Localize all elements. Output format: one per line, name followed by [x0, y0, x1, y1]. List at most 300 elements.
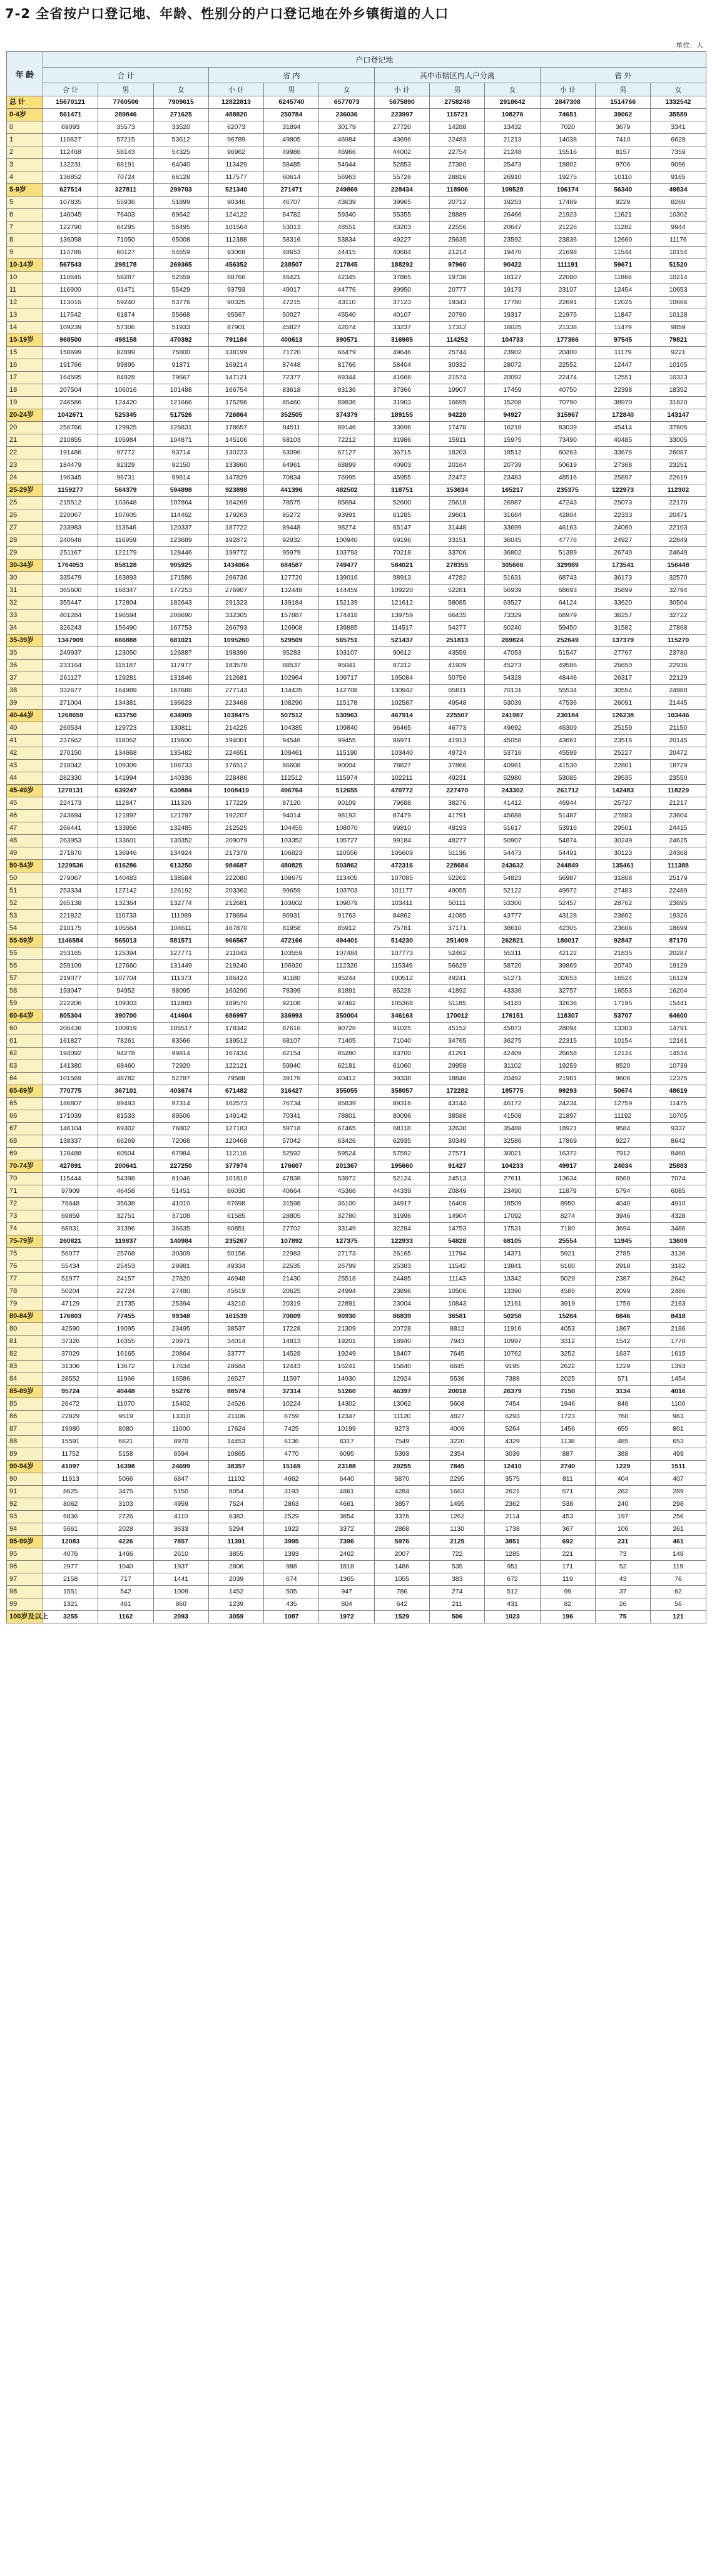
table-cell: 148 [651, 1548, 706, 1561]
table-cell: 53716 [485, 747, 540, 760]
table-cell: 20018 [430, 1386, 485, 1398]
table-cell: 68979 [540, 610, 595, 622]
row-label: 14 [7, 322, 43, 334]
table-cell: 7150 [540, 1386, 595, 1398]
row-label: 45-49岁 [7, 785, 43, 797]
table-cell: 53776 [153, 297, 208, 309]
table-cell: 1637 [595, 1348, 650, 1361]
table-cell: 100940 [319, 534, 374, 547]
table-cell: 50156 [208, 1248, 263, 1260]
table-row [7, 710, 706, 722]
table-cell: 49231 [430, 772, 485, 785]
table-cell: 26910 [485, 171, 540, 184]
table-cell: 107704 [98, 973, 153, 985]
table-cell: 103440 [374, 747, 429, 760]
table-cell: 5870 [374, 1473, 429, 1486]
table-cell: 12759 [595, 1098, 650, 1110]
table-cell: 22483 [430, 134, 485, 146]
table-cell: 33237 [374, 322, 429, 334]
table-cell: 235267 [208, 1235, 263, 1248]
table-cell: 44002 [374, 146, 429, 159]
table-row [7, 522, 706, 534]
table-cell: 29535 [595, 772, 650, 785]
table-cell: 480825 [264, 860, 319, 872]
table-cell: 153634 [430, 484, 485, 497]
table-row [7, 284, 706, 297]
table-cell: 7388 [485, 1373, 540, 1386]
table-cell: 17195 [595, 998, 650, 1010]
table-cell: 14453 [208, 1436, 263, 1448]
row-label: 23 [7, 459, 43, 472]
table-cell: 36045 [485, 534, 540, 547]
table-cell: 53013 [264, 222, 319, 234]
table-cell: 467914 [374, 710, 429, 722]
table-cell: 3475 [98, 1486, 153, 1498]
table-row [7, 772, 706, 785]
table-cell: 122179 [98, 547, 153, 560]
table-cell: 43661 [540, 735, 595, 747]
table-cell: 91180 [264, 973, 319, 985]
table-cell: 20790 [430, 309, 485, 322]
table-cell: 561471 [43, 109, 98, 121]
table-cell: 414604 [153, 1010, 208, 1023]
table-cell: 102211 [374, 772, 429, 785]
table-row [7, 735, 706, 747]
table-cell: 6621 [98, 1436, 153, 1448]
table-cell: 29958 [430, 1060, 485, 1073]
table-cell: 6645 [430, 1361, 485, 1373]
table-cell: 127375 [319, 1235, 374, 1248]
table-row [7, 359, 706, 372]
table-cell: 16218 [485, 422, 540, 434]
table-cell: 194092 [43, 1048, 98, 1060]
row-label: 94 [7, 1523, 43, 1536]
table-cell: 95041 [319, 660, 374, 672]
table-cell: 49334 [208, 1260, 263, 1273]
row-label: 54 [7, 923, 43, 935]
table-cell: 112116 [208, 1148, 263, 1160]
table-cell: 167688 [153, 685, 208, 697]
table-cell: 36100 [319, 1198, 374, 1210]
table-cell: 101569 [43, 1073, 98, 1085]
table-cell: 32751 [98, 1210, 153, 1223]
table-cell: 193047 [43, 985, 98, 998]
table-cell: 1229536 [43, 860, 98, 872]
table-cell: 46773 [430, 722, 485, 735]
table-cell: 51617 [485, 822, 540, 835]
table-cell: 26472 [43, 1398, 98, 1411]
table-cell: 13342 [485, 1273, 540, 1285]
table-cell: 15169 [264, 1461, 319, 1473]
table-cell: 571 [595, 1373, 650, 1386]
table-cell: 499 [651, 1448, 706, 1461]
page-title: 7-2 全省按户口登记地、年龄、性别分的户口登记地在外乡镇街道的人口 [5, 6, 449, 21]
table-cell: 346163 [374, 1010, 429, 1023]
table-cell: 70790 [540, 397, 595, 409]
table-cell: 100919 [98, 1023, 153, 1035]
table-cell: 132364 [98, 897, 153, 910]
table-cell: 107835 [43, 197, 98, 209]
table-cell: 26527 [208, 1373, 263, 1386]
table-cell: 726864 [208, 409, 263, 422]
table-cell: 99293 [540, 1085, 595, 1098]
table-cell: 6836 [43, 1511, 98, 1523]
table-cell: 316985 [374, 334, 429, 347]
table-cell: 7396 [319, 1536, 374, 1548]
table-cell: 51899 [153, 197, 208, 209]
table-cell: 60614 [264, 171, 319, 184]
table-cell: 984687 [208, 860, 263, 872]
table-cell: 53085 [540, 772, 595, 785]
table-cell: 655 [595, 1423, 650, 1436]
table-cell: 100512 [374, 973, 429, 985]
table-cell: 22552 [540, 359, 595, 372]
row-label: 56 [7, 960, 43, 973]
table-cell: 180017 [540, 935, 595, 948]
table-cell: 336993 [264, 1010, 319, 1023]
table-cell: 128488 [43, 1148, 98, 1160]
table-cell: 33699 [485, 522, 540, 534]
table-row [7, 447, 706, 459]
table-cell: 55429 [153, 284, 208, 297]
table-cell: 21226 [540, 222, 595, 234]
table-cell: 4910 [651, 1198, 706, 1210]
table-cell: 187722 [208, 522, 263, 534]
table-cell: 246586 [43, 397, 98, 409]
table-cell: 67698 [208, 1198, 263, 1210]
table-cell: 1972 [319, 1611, 374, 1623]
table-cell: 2093 [153, 1611, 208, 1623]
row-label: 30-34岁 [7, 560, 43, 572]
unit-label: 单位：人 [676, 41, 703, 49]
table-cell: 514230 [374, 935, 429, 948]
table-cell: 115349 [374, 960, 429, 973]
table-cell: 118062 [98, 735, 153, 747]
table-cell: 217845 [319, 259, 374, 272]
table-cell: 52 [595, 1561, 650, 1573]
table-cell: 11479 [595, 322, 650, 334]
table-cell: 112302 [651, 484, 706, 497]
row-label: 59 [7, 998, 43, 1010]
table-cell: 43128 [540, 910, 595, 923]
table-cell: 46984 [319, 134, 374, 146]
table-cell: 121612 [374, 597, 429, 610]
table-cell: 192872 [208, 534, 263, 547]
table-cell: 210175 [43, 923, 98, 935]
table-cell: 98193 [319, 810, 374, 822]
row-label: 91 [7, 1486, 43, 1498]
table-row [7, 1398, 706, 1411]
row-label: 87 [7, 1423, 43, 1436]
table-cell: 43110 [319, 297, 374, 309]
table-cell: 9096 [651, 159, 706, 171]
table-cell: 12410 [485, 1461, 540, 1473]
table-cell: 118307 [540, 1010, 595, 1023]
table-row [7, 422, 706, 434]
table-row [7, 1336, 706, 1348]
table-cell: 47243 [540, 497, 595, 509]
table-row [7, 660, 706, 672]
table-cell: 89316 [374, 1098, 429, 1110]
table-cell: 40961 [485, 760, 540, 772]
row-label: 10 [7, 272, 43, 284]
table-cell: 135482 [153, 747, 208, 760]
table-cell: 565013 [98, 935, 153, 948]
table-cell: 18699 [651, 923, 706, 935]
table-cell: 68107 [264, 1035, 319, 1048]
table-cell: 5675890 [374, 96, 429, 109]
table-row [7, 434, 706, 447]
table-cell: 8080 [98, 1423, 153, 1436]
table-cell: 92108 [264, 998, 319, 1010]
table-cell: 176607 [264, 1160, 319, 1173]
table-cell: 20728 [374, 1323, 429, 1336]
table-cell: 23495 [153, 1323, 208, 1336]
table-cell: 164989 [98, 685, 153, 697]
table-cell: 10997 [485, 1336, 540, 1348]
table-cell: 70341 [264, 1110, 319, 1123]
row-label: 7 [7, 222, 43, 234]
table-cell: 9227 [595, 1135, 650, 1148]
table-cell: 45152 [430, 1023, 485, 1035]
table-cell: 78399 [264, 985, 319, 998]
table-row [7, 1035, 706, 1048]
table-cell: 73 [595, 1548, 650, 1561]
table-cell: 119 [540, 1573, 595, 1586]
table-cell: 109309 [98, 760, 153, 772]
table-cell: 241987 [485, 710, 540, 722]
table-cell: 31996 [374, 1210, 429, 1223]
row-label: 40 [7, 722, 43, 735]
table-cell: 1229 [595, 1361, 650, 1373]
row-label: 28 [7, 534, 43, 547]
table-cell: 3182 [651, 1260, 706, 1273]
table-row [7, 685, 706, 697]
table-cell: 99348 [153, 1311, 208, 1323]
table-row [7, 585, 706, 597]
table-cell: 103602 [264, 897, 319, 910]
table-cell: 21150 [651, 722, 706, 735]
table-cell: 119600 [153, 735, 208, 747]
table-cell: 8520 [595, 1060, 650, 1073]
table-cell: 66269 [98, 1135, 153, 1148]
row-label: 97 [7, 1573, 43, 1586]
table-cell: 634909 [153, 710, 208, 722]
table-cell: 269824 [485, 635, 540, 647]
table-cell: 63527 [485, 597, 540, 610]
table-cell: 1551 [43, 1586, 98, 1598]
row-label: 62 [7, 1048, 43, 1060]
table-cell: 25635 [430, 234, 485, 247]
table-cell: 17531 [485, 1223, 540, 1235]
table-cell: 122973 [595, 484, 650, 497]
table-cell: 62935 [374, 1135, 429, 1148]
table-cell: 963 [651, 1411, 706, 1423]
table-cell: 45414 [595, 422, 650, 434]
table-cell: 178342 [208, 1023, 263, 1035]
table-cell: 461 [651, 1536, 706, 1548]
table-cell: 17624 [208, 1423, 263, 1436]
table-cell: 94228 [430, 409, 485, 422]
table-cell: 14371 [485, 1248, 540, 1260]
table-cell: 133601 [98, 835, 153, 847]
table-cell: 53039 [485, 697, 540, 710]
table-cell: 15208 [485, 397, 540, 409]
table-cell: 24625 [651, 835, 706, 847]
table-cell: 21248 [485, 146, 540, 159]
table-row [7, 459, 706, 472]
table-cell: 200641 [98, 1160, 153, 1173]
table-cell: 164269 [208, 497, 263, 509]
row-label: 34 [7, 622, 43, 635]
table-cell: 71040 [374, 1035, 429, 1048]
table-row [7, 1311, 706, 1323]
table-cell: 107773 [374, 948, 429, 960]
table-cell: 243302 [485, 785, 540, 797]
table-cell: 1038475 [208, 710, 263, 722]
table-cell: 435 [264, 1598, 319, 1611]
table-cell: 141380 [43, 1060, 98, 1073]
table-cell: 78801 [319, 1110, 374, 1123]
table-cell: 801 [651, 1423, 706, 1436]
table-row [7, 222, 706, 234]
table-cell: 28889 [430, 209, 485, 222]
table-cell: 400613 [264, 334, 319, 347]
row-label: 52 [7, 897, 43, 910]
table-cell: 5794 [595, 1185, 650, 1198]
table-cell: 45619 [208, 1285, 263, 1298]
table-cell: 674 [264, 1573, 319, 1586]
table-row [7, 1110, 706, 1123]
table-cell: 196 [540, 1611, 595, 1623]
table-row [7, 860, 706, 872]
table-cell: 59240 [98, 297, 153, 309]
table-cell: 27883 [595, 810, 650, 822]
table-cell: 5158 [98, 1448, 153, 1461]
table-cell: 41291 [430, 1048, 485, 1060]
table-cell: 31903 [374, 397, 429, 409]
table-cell: 472166 [264, 935, 319, 948]
table-cell: 54183 [485, 998, 540, 1010]
table-cell: 201367 [319, 1160, 374, 1173]
table-cell: 18512 [485, 447, 540, 459]
table-cell: 49055 [430, 885, 485, 897]
table-cell: 58085 [430, 597, 485, 610]
row-label: 11 [7, 284, 43, 297]
table-cell: 233983 [43, 522, 98, 534]
table-cell: 571 [540, 1486, 595, 1498]
table-cell: 482502 [319, 484, 374, 497]
table-row [7, 547, 706, 560]
row-label: 25 [7, 497, 43, 509]
table-cell: 10302 [651, 209, 706, 222]
table-row [7, 1023, 706, 1035]
table-cell: 2186 [651, 1323, 706, 1336]
table-cell: 23550 [651, 772, 706, 785]
table-row [7, 722, 706, 735]
table-cell: 55534 [540, 685, 595, 697]
table-cell: 332305 [208, 610, 263, 622]
table-cell: 1663 [430, 1486, 485, 1498]
table-row [7, 1135, 706, 1148]
table-cell: 42122 [540, 948, 595, 960]
table-row [7, 1548, 706, 1561]
table-cell: 271625 [153, 109, 208, 121]
table-cell: 1365 [319, 1573, 374, 1586]
table-cell: 41097 [43, 1461, 98, 1473]
row-label: 2 [7, 146, 43, 159]
table-cell: 237662 [43, 735, 98, 747]
table-row [7, 1073, 706, 1085]
table-cell: 470392 [153, 334, 208, 347]
table-cell: 11102 [208, 1473, 263, 1486]
table-cell: 31306 [43, 1361, 98, 1373]
table-cell: 1239 [208, 1598, 263, 1611]
row-label: 58 [7, 985, 43, 998]
table-cell: 299703 [153, 184, 208, 197]
table-row [7, 372, 706, 384]
table-cell: 149142 [208, 1110, 263, 1123]
table-cell: 2354 [430, 1448, 485, 1461]
row-label: 99 [7, 1598, 43, 1611]
table-cell: 52457 [540, 897, 595, 910]
table-cell: 44776 [319, 284, 374, 297]
table-cell: 103703 [319, 885, 374, 897]
table-cell: 115190 [319, 747, 374, 760]
table-row [7, 1048, 706, 1060]
row-label: 75 [7, 1248, 43, 1260]
table-row [7, 835, 706, 847]
table-cell: 170012 [430, 1010, 485, 1023]
table-cell: 85280 [319, 1048, 374, 1060]
table-cell: 107085 [374, 872, 429, 885]
table-cell: 105984 [98, 434, 153, 447]
table-cell: 82899 [98, 347, 153, 359]
table-row [7, 1273, 706, 1285]
table-cell: 20319 [264, 1298, 319, 1311]
table-cell: 350004 [319, 1010, 374, 1023]
table-cell: 103559 [264, 948, 319, 960]
table-cell: 101488 [153, 384, 208, 397]
table-cell: 176803 [43, 1311, 98, 1323]
table-cell: 22724 [98, 1285, 153, 1298]
table-cell: 16129 [651, 973, 706, 985]
table-cell: 329989 [540, 560, 595, 572]
row-label: 20 [7, 422, 43, 434]
table-cell: 20492 [485, 1073, 540, 1085]
table-cell: 54659 [153, 247, 208, 259]
table-cell: 1756 [595, 1298, 650, 1311]
table-cell: 60127 [98, 247, 153, 259]
table-cell: 633750 [98, 710, 153, 722]
table-row [7, 1361, 706, 1373]
table-row [7, 397, 706, 409]
table-cell: 82 [540, 1598, 595, 1611]
table-cell: 143147 [651, 409, 706, 422]
table-cell: 1332542 [651, 96, 706, 109]
table-cell: 41010 [153, 1198, 208, 1210]
table-cell: 5976 [374, 1536, 429, 1548]
table-cell: 263953 [43, 835, 98, 847]
table-cell: 38588 [430, 1110, 485, 1123]
row-label: 19 [7, 397, 43, 409]
table-row [7, 1160, 706, 1173]
table-cell: 24927 [595, 534, 650, 547]
table-cell: 4662 [264, 1473, 319, 1486]
table-cell: 24526 [208, 1398, 263, 1411]
table-cell: 112512 [264, 772, 319, 785]
table-cell: 191766 [43, 359, 98, 372]
